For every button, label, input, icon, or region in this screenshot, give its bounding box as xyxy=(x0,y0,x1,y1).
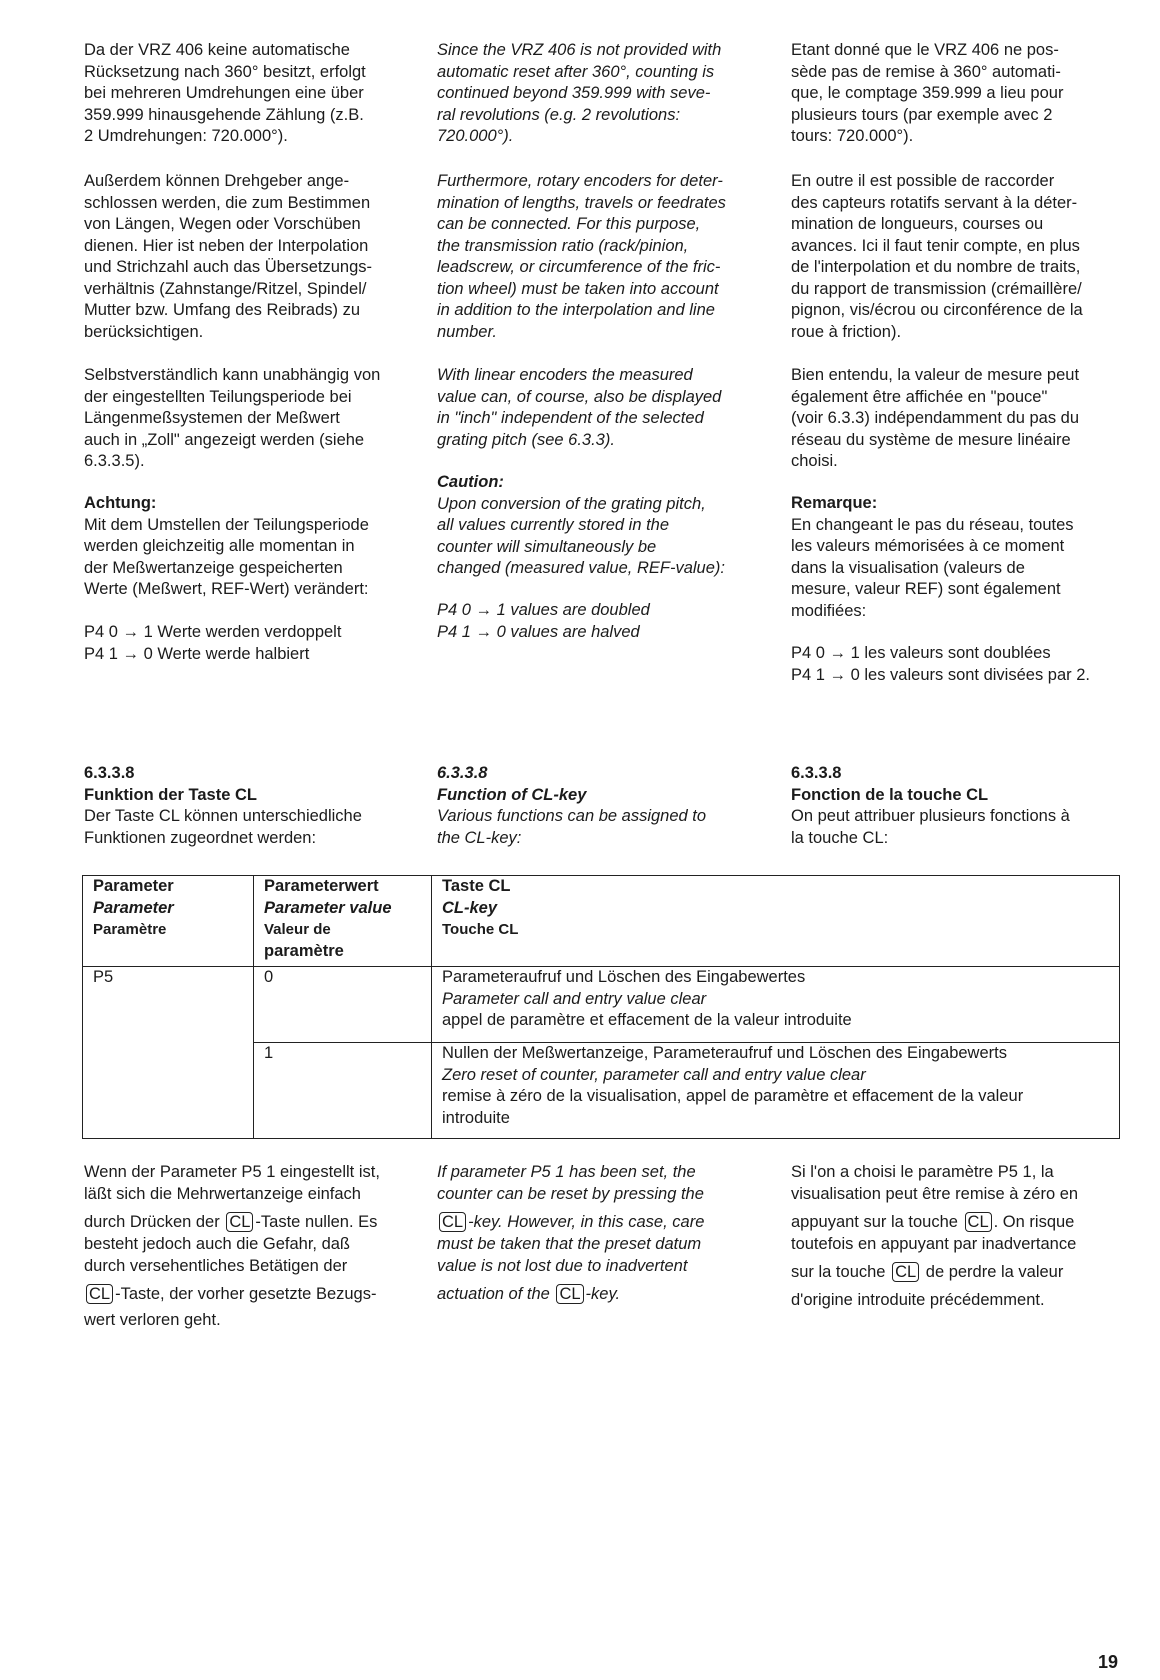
fr-paragraph-2: En outre il est possible de raccorder des capteurs rotatifs servant à la déter- mination de longueurs, courses ou avances. Ici il faut tenir compte, en plus de l'interpolation et du nombre de traits, du rapport de transmission (crémaillère/ pignon, vis/écrou ou circonférence de la roue à friction). xyxy=(791,172,1083,341)
fr-remark: Remarque: En changeant le pas du réseau, toutes les valeurs mémorisées à ce moment dans la visualisation (valeurs de mesure, valeur REF) sont également modifiées: xyxy=(791,494,1074,620)
bottom-french: Si l'on a choisi le paramètre P5 1, la visualisation peut être remise à zéro en appuyant sur la touche CL . On risque toutefois en appuyant par inadvertance sur la touche CL de perdre la valeur d'origine introduite précédemment. xyxy=(791,1163,1079,1309)
en-caution: Caution: Upon conversion of the grating pitch, all values currently stored in the counter will simultaneously be changed (measured value, REF-value): xyxy=(437,473,725,577)
en-paragraph-3: With linear encoders the measured value can, of course, also be displayed in "inch" independent of the selected grating pitch (see 6.3.3). xyxy=(437,366,722,449)
cl-key-icon: CL xyxy=(556,1284,583,1304)
section-heading-english: 6.3.3.8 Function of CL-key Various functions can be assigned to the CL-key: xyxy=(437,763,777,849)
table-header-row xyxy=(83,876,1120,967)
section-title: Function of CL-key xyxy=(437,785,587,804)
cl-key-icon: CL xyxy=(226,1212,253,1232)
section-number: 6.3.3.8 xyxy=(791,764,842,782)
en-paragraph-1: Since the VRZ 406 is not provided with automatic reset after 360°, counting is continued beyond 359.999 with seve- ral revolutions (e.g. 2 revolutions: 720.000°). xyxy=(437,41,722,145)
table-cell-description: Nullen der Meßwertanzeige, Parameteraufruf und Löschen des Eingabewerts Zero reset of counter, parameter call and entry value clear remise à zéro de la visualisation, appel de paramètre et effacement de la valeur introduite xyxy=(432,1043,1120,1139)
section-heading-french: 6.3.3.8 Fonction de la touche CL On peut attribuer plusieurs fonctions à la touche CL: xyxy=(791,763,1126,849)
bottom-english: If parameter P5 1 has been set, the counter can be reset by pressing the CL -key. However, in this case, care must be taken that the preset datum value is not lost due to inadvertent actuation of the CL -key. xyxy=(437,1163,705,1303)
de-paragraph-3: Selbstverständlich kann unabhängig von der eingestellten Teilungsperiode bei Längenmeßsystemen der Meßwert auch in „Zoll" angezeigt werden (siehe 6.3.3.5). xyxy=(84,366,381,470)
section-title: Fonction de la touche CL xyxy=(791,785,989,804)
en-values: P4 0 → 1 values are doubled P4 1 → 0 values are halved xyxy=(437,601,650,641)
parameter-table xyxy=(82,875,1120,1139)
de-paragraph-1: Da der VRZ 406 keine automatische Rücksetzung nach 360° besitzt, erfolgt bei mehreren Umdrehungen eine über 359.999 hinausgehende Zählung (z.B. 2 Umdrehungen: 720.000°). xyxy=(84,41,366,145)
header-parameter: Parameter Parameter Paramètre xyxy=(83,876,254,967)
cl-key-icon: CL xyxy=(965,1212,992,1232)
page-number: 19 xyxy=(1097,1652,1118,1672)
table-cell-parameter: P5 xyxy=(83,967,254,1139)
section-heading-german: 6.3.3.8 Funktion der Taste CL Der Taste CL können unterschiedliche Funktionen zugeordnet werden: xyxy=(84,763,414,849)
de-paragraph-2: Außerdem können Drehgeber ange- schlossen werden, die zum Bestimmen von Längen, Wegen oder Vorschüben dienen. Hier ist neben der Interpolation und Strichzahl auch das Übersetzungs- verhältnis (Zahnstange/Ritzel, Spindel/ Mutter bzw. Umfang des Reibrads) zu berücksichtigen. xyxy=(84,172,372,341)
fr-paragraph-3: Bien entendu, la valeur de mesure peut également être affichée en "pouce" (voir 6.3.3) indépendamment du pas du réseau du système de mesure linéaire choisi. xyxy=(791,366,1080,470)
section-number: 6.3.3.8 xyxy=(437,764,488,782)
fr-remark-title: Remarque: xyxy=(791,494,878,512)
fr-paragraph-1: Etant donné que le VRZ 406 ne pos- sède pas de remise à 360° automati- que, le comptage 359.999 a lieu pour plusieurs tours (par exemple avec 2 tours: 720.000°). xyxy=(791,41,1064,145)
header-cl-key: Taste CL CL-key Touche CL xyxy=(432,876,1120,967)
bottom-german: Wenn der Parameter P5 1 eingestellt ist, läßt sich die Mehrwertanzeige einfach durch Drücken der CL -Taste nullen. Es besteht jedoch auch die Gefahr, daß durch versehentliches Betätigen der CL -Taste, der vorher gesetzte Bezugs- wert verloren geht. xyxy=(84,1163,380,1329)
header-parameter-value: Parameterwert Parameter value Valeur de paramètre xyxy=(254,876,432,967)
table-cell-value: 0 xyxy=(254,967,432,1043)
table-row xyxy=(83,967,1120,1043)
cl-key-icon: CL xyxy=(439,1212,466,1232)
fr-values: P4 0 → 1 les valeurs sont doublées P4 1 → 0 les valeurs sont divisées par 2. xyxy=(791,644,1090,684)
en-paragraph-2: Furthermore, rotary encoders for deter- mination of lengths, travels or feedrates can be connected. For this purpose, the transmission ratio (rack/pinion, leadscrew, or circumference of the fric- tion wheel) must be taken into account in addition to the interpolation and line number. xyxy=(437,172,726,341)
cl-key-icon: CL xyxy=(892,1262,919,1282)
de-values: P4 0 → 1 Werte werden verdoppelt P4 1 → 0 Werte werde halbiert xyxy=(84,623,342,663)
de-caution: Achtung: Mit dem Umstellen der Teilungsperiode werden gleichzeitig alle momentan in der Meßwertanzeige gespeicherten Werte (Meßwert, REF-Wert) verändert: xyxy=(84,494,369,598)
section-number: 6.3.3.8 xyxy=(84,764,135,782)
en-caution-title: Caution: xyxy=(437,473,504,491)
de-caution-title: Achtung: xyxy=(84,494,157,512)
table-cell-value: 1 xyxy=(254,1043,432,1139)
section-title: Funktion der Taste CL xyxy=(84,785,257,804)
table-cell-description: Parameteraufruf und Löschen des Eingabewertes Parameter call and entry value clear appel de paramètre et effacement de la valeur introduite xyxy=(432,967,1120,1043)
cl-key-icon: CL xyxy=(86,1284,113,1304)
